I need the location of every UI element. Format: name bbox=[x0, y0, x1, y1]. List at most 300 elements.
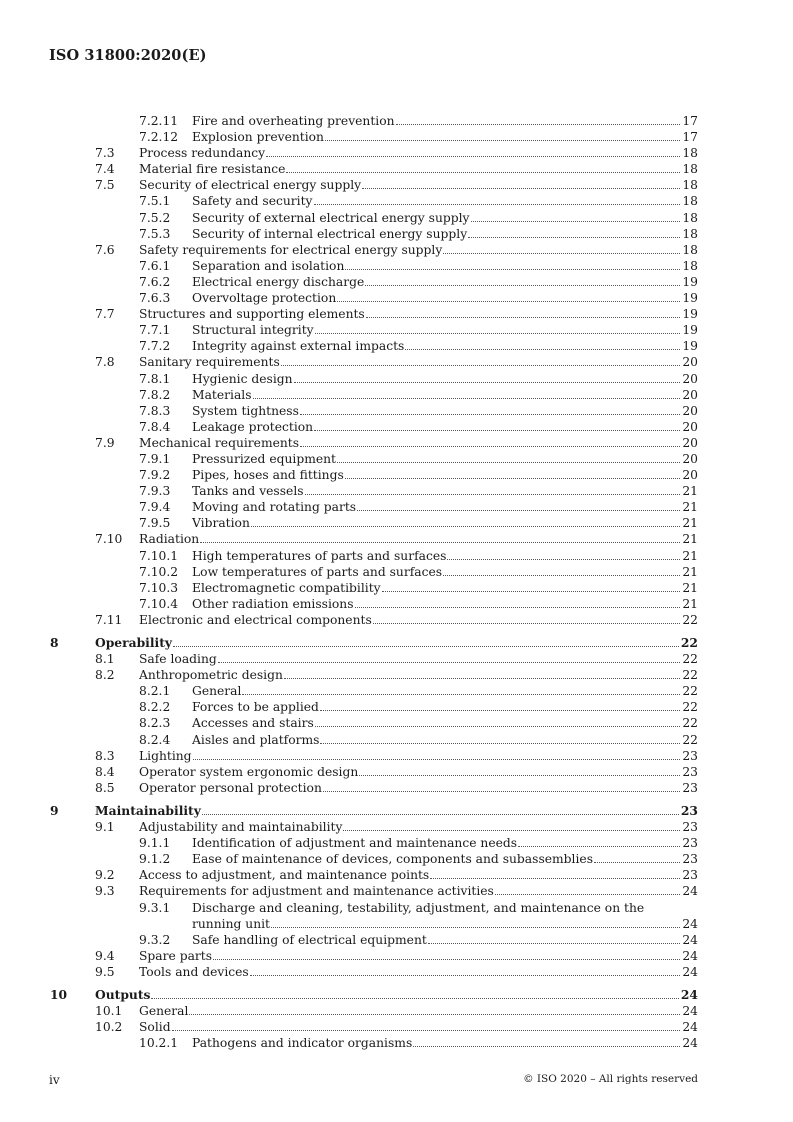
toc-entry-line bbox=[192, 699, 698, 715]
toc-entry-title: Adjustability and maintainability bbox=[139, 820, 343, 835]
dot-leader bbox=[315, 322, 681, 334]
toc-entry[interactable] bbox=[0, 612, 793, 628]
toc-entry-line bbox=[139, 177, 698, 193]
dot-leader bbox=[428, 932, 681, 944]
toc-entry-line bbox=[139, 1019, 698, 1035]
dot-leader bbox=[315, 715, 681, 727]
toc-entry[interactable] bbox=[0, 113, 793, 129]
toc-entry-number: 10.2.1 bbox=[139, 1036, 179, 1051]
toc-entry-title: General bbox=[192, 684, 242, 699]
toc-entry-number: 7.6.1 bbox=[139, 258, 171, 273]
toc-entry-page: 22 bbox=[680, 635, 698, 650]
toc-entry-page: 21 bbox=[682, 500, 698, 515]
toc-entry-line bbox=[192, 1035, 698, 1051]
toc-entry-page: 18 bbox=[682, 210, 698, 225]
toc-entry-title: Electromagnetic compatibility bbox=[192, 580, 381, 595]
dot-leader bbox=[357, 499, 680, 511]
toc-entry[interactable] bbox=[0, 732, 793, 748]
toc-entry-number: 7.8.1 bbox=[139, 371, 171, 386]
toc-entry-line bbox=[139, 306, 698, 322]
document-header: ISO 31800:2020(E) bbox=[49, 47, 207, 64]
toc-entry-title: Material fire resistance bbox=[139, 162, 286, 177]
toc-entry[interactable] bbox=[0, 835, 793, 851]
toc-entry-page: 18 bbox=[682, 242, 698, 257]
toc-entry-title: Leakage protection bbox=[192, 419, 314, 434]
toc-entry[interactable] bbox=[0, 499, 793, 515]
toc-entry-line bbox=[192, 419, 698, 435]
toc-entry[interactable] bbox=[0, 580, 793, 596]
toc-entry-page: 20 bbox=[682, 371, 698, 386]
dot-leader bbox=[345, 258, 680, 270]
dot-leader bbox=[594, 851, 680, 863]
toc-entry-page: 19 bbox=[682, 274, 698, 289]
toc-entry-page: 21 bbox=[682, 548, 698, 563]
toc-entry-line bbox=[192, 451, 698, 467]
toc-entry-title: Process redundancy bbox=[139, 146, 266, 161]
toc-entry-page: 22 bbox=[682, 684, 698, 699]
toc-entry-line bbox=[139, 145, 698, 161]
toc-entry-line bbox=[95, 635, 698, 651]
dot-leader bbox=[366, 306, 681, 318]
toc-entry-title: Pathogens and indicator organisms bbox=[192, 1036, 413, 1051]
toc-entry-line bbox=[139, 242, 698, 258]
toc-entry-line bbox=[192, 371, 698, 387]
dot-leader bbox=[266, 145, 680, 157]
dot-leader bbox=[495, 883, 680, 895]
dot-leader bbox=[253, 387, 681, 399]
toc-entry[interactable] bbox=[0, 210, 793, 226]
toc-entry-page: 20 bbox=[682, 451, 698, 466]
toc-entry-number: 7.3 bbox=[95, 146, 115, 161]
toc-entry[interactable] bbox=[0, 290, 793, 306]
toc-entry-line bbox=[139, 819, 698, 835]
toc-entry-line bbox=[192, 499, 698, 515]
toc-entry-line bbox=[192, 210, 698, 226]
toc-entry[interactable] bbox=[0, 715, 793, 731]
toc-entry[interactable] bbox=[0, 867, 793, 883]
toc-entry-number: 9.1 bbox=[95, 820, 115, 835]
toc-entry-title: Tools and devices bbox=[139, 964, 249, 979]
toc-entry-title: Ease of maintenance of devices, components and subassemblies bbox=[192, 852, 594, 867]
toc-entry-line bbox=[192, 596, 698, 612]
toc-entry-line bbox=[192, 338, 698, 354]
toc-entry-number: 7.5.1 bbox=[139, 194, 171, 209]
dot-leader bbox=[396, 113, 681, 125]
toc-entry-line bbox=[139, 764, 698, 780]
toc-entry-title-continuation: running unit bbox=[192, 916, 270, 931]
table-of-contents bbox=[0, 113, 793, 1051]
toc-entry-title: Spare parts bbox=[139, 948, 213, 963]
dot-leader bbox=[305, 483, 681, 495]
toc-entry-page: 23 bbox=[682, 820, 698, 835]
toc-entry-title: Requirements for adjustment and maintenance activities bbox=[139, 884, 494, 899]
toc-entry[interactable] bbox=[0, 651, 793, 667]
toc-entry-page: 21 bbox=[682, 596, 698, 611]
toc-entry-line bbox=[192, 683, 698, 699]
dot-leader bbox=[250, 964, 681, 976]
toc-entry[interactable] bbox=[0, 387, 793, 403]
toc-entry[interactable] bbox=[0, 1035, 793, 1051]
toc-entry-title: Accesses and stairs bbox=[192, 716, 314, 731]
toc-entry-number: 7.9.5 bbox=[139, 516, 171, 531]
toc-entry-number: 8.4 bbox=[95, 764, 115, 779]
dot-leader bbox=[443, 564, 680, 576]
toc-entry-title: Structural integrity bbox=[192, 323, 314, 338]
toc-entry-line bbox=[95, 803, 698, 819]
toc-entry[interactable] bbox=[0, 596, 793, 612]
toc-entry-line bbox=[192, 113, 698, 129]
toc-entry-title: Operability bbox=[95, 635, 173, 650]
toc-entry-line bbox=[192, 835, 698, 851]
toc-entry[interactable] bbox=[0, 531, 793, 547]
toc-entry-page: 22 bbox=[682, 700, 698, 715]
dot-leader bbox=[365, 274, 680, 286]
toc-entry[interactable] bbox=[0, 306, 793, 322]
toc-entry-number: 9.3.1 bbox=[139, 900, 171, 915]
toc-entry[interactable] bbox=[0, 780, 793, 796]
toc-entry-number: 7.9.1 bbox=[139, 451, 171, 466]
dot-leader bbox=[323, 780, 680, 792]
toc-entry-line bbox=[192, 258, 698, 274]
toc-entry[interactable] bbox=[0, 819, 793, 835]
dot-leader bbox=[294, 371, 681, 383]
toc-entry-line bbox=[139, 867, 698, 883]
toc-entry-number: 9.2 bbox=[95, 868, 115, 883]
toc-entry-number: 7.2.11 bbox=[139, 114, 179, 128]
dot-leader bbox=[251, 515, 680, 527]
toc-entry-line bbox=[192, 193, 698, 209]
toc-entry-title: General bbox=[139, 1004, 189, 1019]
dot-leader bbox=[202, 803, 679, 815]
footer-page-number: iv bbox=[49, 1073, 60, 1087]
toc-entry-page: 22 bbox=[682, 716, 698, 731]
toc-entry-page: 23 bbox=[682, 852, 698, 867]
toc-entry-page: 17 bbox=[682, 114, 698, 128]
toc-entry-number: 7.5.2 bbox=[139, 210, 171, 225]
toc-entry-page: 18 bbox=[682, 258, 698, 273]
toc-entry-line bbox=[139, 883, 698, 899]
toc-entry[interactable] bbox=[0, 748, 793, 764]
toc-entry-page: 18 bbox=[682, 178, 698, 193]
toc-entry[interactable] bbox=[0, 177, 793, 193]
dot-leader bbox=[193, 748, 681, 760]
toc-entry-title: Vibration bbox=[192, 516, 250, 531]
toc-entry-number: 9.5 bbox=[95, 964, 115, 979]
toc-entry-number: 9.3.2 bbox=[139, 932, 171, 947]
toc-entry-page: 24 bbox=[682, 1036, 698, 1051]
toc-entry-line bbox=[95, 987, 698, 1003]
toc-entry-title: Security of electrical energy supply bbox=[139, 178, 362, 193]
toc-entry[interactable] bbox=[0, 699, 793, 715]
toc-entry-page: 20 bbox=[682, 387, 698, 402]
toc-entry-line bbox=[139, 354, 698, 370]
toc-entry-number: 10.1 bbox=[95, 1004, 123, 1019]
dot-leader bbox=[320, 732, 680, 744]
toc-entry-title: Outputs bbox=[95, 986, 151, 1002]
dot-leader bbox=[271, 916, 680, 928]
toc-entry[interactable] bbox=[0, 403, 793, 419]
toc-entry[interactable] bbox=[0, 883, 793, 899]
toc-entry-title: Pipes, hoses and fittings bbox=[192, 468, 344, 483]
toc-entry-number: 10 bbox=[50, 986, 68, 1002]
toc-entry-line bbox=[139, 1003, 698, 1019]
toc-entry[interactable] bbox=[0, 354, 793, 370]
toc-entry-title: Structures and supporting elements bbox=[139, 307, 365, 322]
toc-entry-page: 24 bbox=[682, 916, 698, 931]
toc-entry-line bbox=[192, 580, 698, 596]
dot-leader bbox=[320, 699, 680, 711]
toc-entry-line bbox=[192, 322, 698, 338]
toc-entry-title: Radiation bbox=[139, 532, 200, 547]
toc-entry[interactable] bbox=[0, 322, 793, 338]
toc-entry-page: 24 bbox=[682, 1020, 698, 1035]
dot-leader bbox=[300, 403, 680, 415]
toc-entry[interactable] bbox=[0, 338, 793, 354]
toc-entry-number: 7.2.12 bbox=[139, 130, 179, 145]
toc-entry-page: 23 bbox=[682, 764, 698, 779]
toc-entry-page: 18 bbox=[682, 146, 698, 161]
toc-entry-line bbox=[139, 531, 698, 547]
toc-entry-title: Pressurized equipment bbox=[192, 451, 336, 466]
dot-leader bbox=[359, 764, 680, 776]
toc-entry[interactable] bbox=[0, 258, 793, 274]
toc-entry-number: 8.2.2 bbox=[139, 700, 171, 715]
toc-entry-title: Safety and security bbox=[192, 194, 313, 209]
toc-entry-line bbox=[139, 948, 698, 964]
toc-entry-title: Low temperatures of parts and surfaces bbox=[192, 564, 443, 579]
toc-entry[interactable] bbox=[0, 483, 793, 499]
toc-entry-line bbox=[139, 612, 698, 628]
toc-entry-page: 20 bbox=[682, 468, 698, 483]
toc-entry-number: 7.5.3 bbox=[139, 226, 171, 241]
toc-entry[interactable] bbox=[0, 145, 793, 161]
toc-entry-number: 9.3 bbox=[95, 884, 115, 899]
toc-entry-title: Security of external electrical energy supply bbox=[192, 210, 470, 225]
toc-entry-page: 22 bbox=[682, 652, 698, 667]
toc-entry-line bbox=[192, 715, 698, 731]
toc-entry-number: 7.5 bbox=[95, 178, 115, 193]
toc-entry-line bbox=[192, 403, 698, 419]
toc-entry-line bbox=[192, 932, 698, 948]
dot-leader bbox=[345, 467, 681, 479]
toc-entry-title: Operator system ergonomic design bbox=[139, 764, 359, 779]
toc-entry-title: Safe loading bbox=[139, 652, 217, 667]
dot-leader bbox=[314, 419, 680, 431]
dot-leader bbox=[373, 612, 681, 624]
toc-entry[interactable] bbox=[0, 419, 793, 435]
toc-entry-number: 8.2 bbox=[95, 668, 115, 683]
toc-entry[interactable] bbox=[0, 193, 793, 209]
dot-leader bbox=[518, 835, 680, 847]
toc-entry-number: 7.8 bbox=[95, 355, 115, 370]
dot-leader bbox=[189, 1003, 680, 1015]
toc-entry-page: 24 bbox=[682, 948, 698, 963]
toc-entry-number: 7.11 bbox=[95, 612, 123, 627]
toc-entry-line bbox=[192, 515, 698, 531]
toc-entry-number: 7.8.4 bbox=[139, 419, 171, 434]
dot-leader bbox=[300, 435, 680, 447]
toc-entry-title: Other radiation emissions bbox=[192, 596, 354, 611]
toc-entry-page: 20 bbox=[682, 403, 698, 418]
toc-entry[interactable] bbox=[0, 635, 793, 651]
dot-leader bbox=[284, 667, 680, 679]
toc-entry-number: 7.10 bbox=[95, 532, 123, 547]
dot-leader bbox=[314, 193, 681, 205]
toc-entry-number: 7.9.3 bbox=[139, 484, 171, 499]
toc-entry-page: 19 bbox=[682, 323, 698, 338]
toc-entry-page: 21 bbox=[682, 564, 698, 579]
dot-leader bbox=[382, 580, 681, 592]
toc-entry-title: Forces to be applied bbox=[192, 700, 319, 715]
toc-entry-number: 7.6.3 bbox=[139, 291, 171, 306]
toc-entry-number: 7.10.3 bbox=[139, 580, 179, 595]
toc-entry-title: Access to adjustment, and maintenance points bbox=[139, 868, 430, 883]
toc-entry-line bbox=[192, 274, 698, 290]
toc-entry[interactable] bbox=[0, 515, 793, 531]
toc-entry-title: Integrity against external impacts bbox=[192, 339, 405, 354]
toc-entry-page: 20 bbox=[682, 355, 698, 370]
toc-entry-page: 24 bbox=[682, 932, 698, 947]
toc-entry-line bbox=[192, 226, 698, 242]
toc-entry[interactable] bbox=[0, 764, 793, 780]
toc-entry-page: 19 bbox=[682, 339, 698, 354]
dot-leader bbox=[242, 683, 680, 695]
toc-entry-title: Maintainability bbox=[95, 802, 201, 818]
toc-entry-number: 9.1.1 bbox=[139, 836, 171, 851]
toc-entry-line bbox=[192, 467, 698, 483]
toc-entry-number: 8.5 bbox=[95, 780, 115, 795]
toc-entry-page: 21 bbox=[682, 516, 698, 531]
toc-entry-line bbox=[192, 564, 698, 580]
toc-entry-page: 24 bbox=[682, 884, 698, 899]
toc-entry-page: 17 bbox=[682, 130, 698, 145]
toc-entry-title: Hygienic design bbox=[192, 371, 293, 386]
toc-entry-title: Materials bbox=[192, 387, 252, 402]
toc-entry-page: 23 bbox=[680, 802, 698, 818]
toc-entry[interactable] bbox=[0, 851, 793, 867]
toc-entry[interactable] bbox=[0, 803, 793, 819]
toc-entry[interactable] bbox=[0, 964, 793, 980]
toc-entry-line bbox=[192, 483, 698, 499]
toc-entry-line bbox=[192, 732, 698, 748]
toc-entry[interactable] bbox=[0, 371, 793, 387]
toc-entry-number: 8.2.4 bbox=[139, 732, 171, 747]
toc-entry-title: Tanks and vessels bbox=[192, 484, 304, 499]
toc-entry-page: 18 bbox=[682, 162, 698, 177]
toc-entry[interactable] bbox=[0, 274, 793, 290]
toc-entry[interactable] bbox=[0, 1019, 793, 1035]
toc-entry[interactable] bbox=[0, 987, 793, 1003]
dot-leader bbox=[430, 867, 680, 879]
toc-entry-page: 20 bbox=[682, 435, 698, 450]
toc-entry-number: 7.9.4 bbox=[139, 500, 171, 515]
toc-entry-title: Safe handling of electrical equipment bbox=[192, 932, 427, 947]
toc-entry-page: 20 bbox=[682, 419, 698, 434]
toc-entry-page: 22 bbox=[682, 668, 698, 683]
toc-entry-title: Explosion prevention bbox=[192, 130, 324, 145]
toc-entry-title: Fire and overheating prevention bbox=[192, 114, 395, 128]
toc-entry-number: 9 bbox=[50, 802, 59, 818]
toc-entry[interactable] bbox=[0, 948, 793, 964]
dot-leader bbox=[447, 548, 680, 560]
dot-leader bbox=[443, 242, 680, 254]
toc-entry-title: Operator personal protection bbox=[139, 780, 322, 795]
toc-entry-number: 7.7.1 bbox=[139, 323, 171, 338]
toc-entry-title: Electronic and electrical components bbox=[139, 612, 372, 627]
dot-leader bbox=[218, 651, 681, 663]
toc-entry[interactable] bbox=[0, 129, 793, 145]
toc-entry-title: High temperatures of parts and surfaces bbox=[192, 548, 447, 563]
toc-entry-title: Sanitary requirements bbox=[139, 355, 280, 370]
toc-entry-title: System tightness bbox=[192, 403, 299, 418]
toc-entry[interactable] bbox=[0, 161, 793, 177]
toc-entry[interactable] bbox=[0, 451, 793, 467]
dot-leader bbox=[151, 987, 678, 999]
toc-entry[interactable] bbox=[0, 564, 793, 580]
toc-entry-title: Security of internal electrical energy supply bbox=[192, 226, 468, 241]
dot-leader bbox=[325, 129, 680, 141]
dot-leader bbox=[471, 210, 681, 222]
toc-entry[interactable] bbox=[0, 467, 793, 483]
toc-entry-page: 24 bbox=[680, 986, 698, 1002]
dot-leader bbox=[468, 226, 680, 238]
toc-entry[interactable] bbox=[0, 1003, 793, 1019]
toc-entry-number: 8.2.3 bbox=[139, 716, 171, 731]
dot-leader bbox=[213, 948, 680, 960]
toc-entry-title: Anthropometric design bbox=[139, 668, 283, 683]
toc-entry-number: 7.7.2 bbox=[139, 339, 171, 354]
toc-entry[interactable] bbox=[0, 226, 793, 242]
dot-leader bbox=[355, 596, 681, 608]
toc-entry[interactable] bbox=[0, 932, 793, 948]
dot-leader bbox=[362, 177, 680, 189]
toc-entry-page: 19 bbox=[682, 307, 698, 322]
toc-entry-line bbox=[139, 964, 698, 980]
dot-leader bbox=[200, 531, 680, 543]
toc-entry-title: Mechanical requirements bbox=[139, 435, 300, 450]
dot-leader bbox=[172, 1019, 681, 1031]
toc-entry-number: 7.9.2 bbox=[139, 468, 171, 483]
toc-entry[interactable] bbox=[0, 435, 793, 451]
toc-entry-number: 7.6.2 bbox=[139, 274, 171, 289]
toc-entry-number: 7.8.3 bbox=[139, 403, 171, 418]
toc-entry[interactable] bbox=[0, 548, 793, 564]
toc-entry-page: 21 bbox=[682, 580, 698, 595]
toc-entry-number: 7.8.2 bbox=[139, 387, 171, 402]
toc-entry-title: Electrical energy discharge bbox=[192, 274, 365, 289]
dot-leader bbox=[337, 451, 680, 463]
toc-entry-page: 23 bbox=[682, 780, 698, 795]
toc-entry-number: 7.10.1 bbox=[139, 548, 179, 563]
toc-entry-line bbox=[139, 651, 698, 667]
toc-entry[interactable] bbox=[0, 242, 793, 258]
toc-entry[interactable] bbox=[0, 667, 793, 683]
dot-leader bbox=[405, 338, 680, 350]
dot-leader bbox=[343, 819, 680, 831]
toc-entry[interactable] bbox=[0, 900, 793, 932]
toc-entry-title: Separation and isolation bbox=[192, 258, 345, 273]
toc-entry-line bbox=[192, 290, 698, 306]
toc-entry-title: Overvoltage protection bbox=[192, 291, 337, 306]
dot-leader bbox=[281, 354, 681, 366]
dot-leader bbox=[173, 635, 679, 647]
toc-entry-number: 9.4 bbox=[95, 948, 115, 963]
toc-entry-title: Aisles and platforms bbox=[192, 732, 320, 747]
toc-entry[interactable] bbox=[0, 683, 793, 699]
toc-entry-number: 7.7 bbox=[95, 307, 115, 322]
toc-entry-page: 22 bbox=[682, 732, 698, 747]
toc-entry-number: 8.2.1 bbox=[139, 684, 171, 699]
